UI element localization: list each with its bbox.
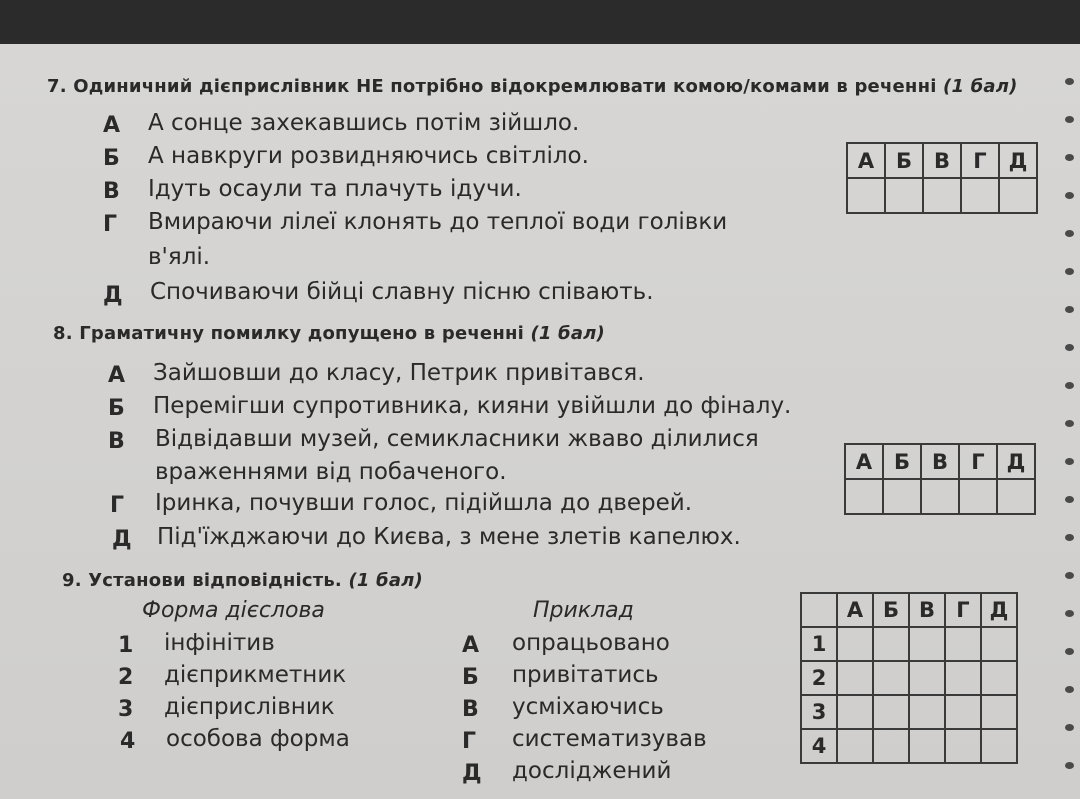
question-7-answer-grid: [846, 142, 1038, 214]
q7-option-b-text: А навкруги розвидняючись світліло.: [148, 143, 589, 169]
answer-cell[interactable]: [873, 627, 909, 661]
answer-cell[interactable]: [981, 729, 1017, 763]
grid-row-label-4: 4: [801, 729, 837, 763]
spiral-binding: [1056, 44, 1080, 799]
q8-option-g-letter: Г: [110, 493, 125, 518]
q9-left-2-num: 2: [118, 665, 134, 690]
question-9-points: (1 бал): [348, 570, 423, 591]
grid-header-b: Б: [883, 444, 921, 479]
q8-option-d-letter: Д: [112, 527, 132, 552]
q8-option-a-letter: А: [108, 363, 126, 388]
answer-cell[interactable]: [837, 627, 873, 661]
answer-cell[interactable]: [997, 479, 1035, 514]
answer-cell[interactable]: [923, 178, 961, 213]
column-header-example: Приклад: [533, 598, 634, 623]
answer-cell[interactable]: [981, 661, 1017, 695]
q9-right-a-letter: А: [462, 633, 480, 658]
q9-right-b-letter: Б: [462, 665, 479, 690]
q7-option-v-text: Ідуть осаули та плачуть ідучи.: [148, 176, 522, 202]
answer-cell[interactable]: [837, 695, 873, 729]
answer-cell[interactable]: [959, 479, 997, 514]
q9-left-3-num: 3: [118, 697, 134, 722]
question-7-heading: [47, 76, 1018, 97]
answer-cell[interactable]: [981, 695, 1017, 729]
answer-cell[interactable]: [945, 695, 981, 729]
answer-cell[interactable]: [909, 627, 945, 661]
grid-header-v: В: [921, 444, 959, 479]
answer-cell[interactable]: [845, 479, 883, 514]
answer-cell[interactable]: [945, 661, 981, 695]
q8-option-b-text: Перемігши супротивника, кияни увійшли до фіналу.: [153, 393, 792, 419]
q7-option-g-letter: Г: [103, 212, 118, 237]
grid-header-a: А: [845, 444, 883, 479]
q9-left-4-num: 4: [120, 729, 136, 754]
grid-header-d: Д: [997, 444, 1035, 479]
grid-header-v: В: [909, 593, 945, 627]
grid-header-v: В: [923, 143, 961, 178]
answer-cell[interactable]: [873, 661, 909, 695]
q7-option-d-text: Спочиваючи бійці славну пісню співають.: [150, 279, 654, 305]
q9-right-d-letter: Д: [462, 761, 482, 786]
answer-cell[interactable]: [837, 661, 873, 695]
grid-header-b: Б: [885, 143, 923, 178]
question-8-answer-grid: [844, 443, 1036, 515]
answer-cell[interactable]: [909, 695, 945, 729]
column-header-verb-form: Форма дієслова: [142, 598, 325, 623]
question-9-matching-grid: [800, 592, 1018, 764]
question-8-heading: [53, 323, 605, 344]
grid-header-g: Г: [959, 444, 997, 479]
grid-header-d: Д: [999, 143, 1037, 178]
grid-row-label-1: 1: [801, 627, 837, 661]
q8-option-d-text: Під'їжджаючи до Києва, з мене злетів капелюх.: [157, 524, 741, 550]
grid-header-d: Д: [981, 593, 1017, 627]
answer-cell[interactable]: [873, 695, 909, 729]
grid-row-label-3: 3: [801, 695, 837, 729]
grid-header-a: А: [837, 593, 873, 627]
question-8-points: (1 бал): [530, 323, 605, 344]
answer-cell[interactable]: [981, 627, 1017, 661]
grid-header-g: Г: [945, 593, 981, 627]
q7-option-b-letter: Б: [103, 146, 120, 171]
q7-option-d-letter: Д: [103, 283, 123, 308]
answer-cell[interactable]: [909, 729, 945, 763]
q9-right-b-text: привітатись: [512, 662, 659, 688]
question-7-text: 7. Одиничний дієприслівник НЕ потрібно відокремлювати комою/комами в реченні: [47, 76, 937, 97]
q9-right-d-text: досліджений: [512, 758, 672, 784]
q9-right-v-letter: В: [462, 697, 479, 722]
question-9-text: 9. Установи відповідність.: [62, 570, 342, 591]
answer-cell[interactable]: [847, 178, 885, 213]
q8-option-a-text: Зайшовши до класу, Петрик привітався.: [153, 360, 645, 386]
answer-cell[interactable]: [945, 627, 981, 661]
q9-left-4-text: особова форма: [166, 726, 350, 752]
answer-cell[interactable]: [885, 178, 923, 213]
answer-cell[interactable]: [909, 661, 945, 695]
answer-cell[interactable]: [837, 729, 873, 763]
q7-option-g-text: Вмираючи лілеї клонять до теплої води голівки: [148, 209, 728, 235]
q9-right-g-letter: Г: [462, 729, 477, 754]
q9-left-3-text: дієприслівник: [164, 694, 335, 720]
q7-option-v-letter: В: [103, 179, 120, 204]
q9-left-1-num: 1: [118, 633, 134, 658]
q9-right-g-text: систематизував: [512, 726, 707, 752]
q9-left-2-text: дієприкметник: [164, 662, 347, 688]
grid-row-label-2: 2: [801, 661, 837, 695]
top-dark-bar: [0, 0, 1080, 44]
q9-left-1-text: інфінітив: [164, 630, 275, 656]
q8-option-v-letter: В: [108, 429, 125, 454]
answer-cell[interactable]: [961, 178, 999, 213]
q7-option-g-text-cont: в'ялі.: [148, 244, 211, 270]
answer-cell[interactable]: [999, 178, 1037, 213]
answer-cell[interactable]: [873, 729, 909, 763]
grid-header-g: Г: [961, 143, 999, 178]
q7-option-a-text: А сонце захекавшись потім зійшло.: [148, 110, 580, 136]
answer-cell[interactable]: [945, 729, 981, 763]
q8-option-v-text-cont: враженнями від побаченого.: [155, 459, 507, 485]
q7-option-a-letter: А: [103, 113, 121, 138]
grid-header-a: А: [847, 143, 885, 178]
question-9-heading: [62, 570, 423, 591]
question-8-text: 8. Граматичну помилку допущено в реченні: [53, 323, 524, 344]
answer-cell[interactable]: [921, 479, 959, 514]
grid-header-b: Б: [873, 593, 909, 627]
question-7-points: (1 бал): [943, 76, 1018, 97]
answer-cell[interactable]: [883, 479, 921, 514]
q8-option-b-letter: Б: [108, 396, 125, 421]
q8-option-v-text: Відвідавши музей, семикласники жваво ділилися: [155, 426, 759, 452]
q9-right-v-text: усміхаючись: [512, 694, 664, 720]
q8-option-g-text: Іринка, почувши голос, підійшла до дверей.: [155, 490, 693, 516]
grid-corner-cell: [801, 593, 837, 627]
q9-right-a-text: опрацьовано: [512, 630, 670, 656]
